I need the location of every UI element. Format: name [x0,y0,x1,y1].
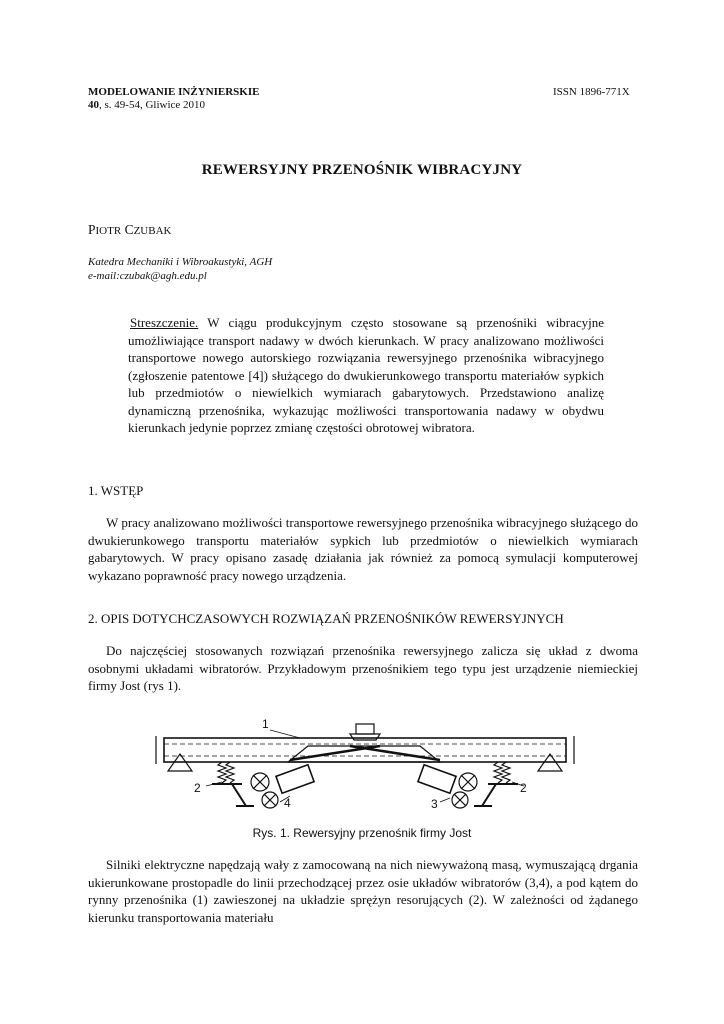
section-2-paragraph-2: Silniki elektryczne napędzają wały z zamocowaną na nich niewyważoną masą, wymuszającą drgania ukierunkowane prostopadle do linii przechodzącej przez osie układów wibratorów (3,4), a pod kątem do rynny przenośnika (1) zawieszonej na układzie sprężyn resorujących (2). W zależności od żądanego kierunku transportowania materiału [88,857,638,925]
author-last-initial: C [124,222,134,237]
abstract [128,314,604,437]
figure-label-2-right: 2 [520,781,527,795]
figure-label-4: 4 [284,796,291,810]
conveyor-figure [150,716,580,816]
section-1-paragraph: W pracy analizowano możliwości transportowe rewersyjnego przenośnika wibracyjnego służącego do dwukierunkowego transportu materiałów sypkich lub przedmiotów o niewielkich wymiarach gabarytowych. W pracy opisano zasadę działania jak również za pomocą symulacji komputerowej wykazano poprawność pracy nowego urządzenia. [88,515,638,583]
author-first-rest: IOTR [95,225,122,237]
paper-title: REWERSYJNY PRZENOŚNIK WIBRACYJNY [201,162,523,178]
figure-label-1: 1 [262,717,269,731]
figure-label-2-left: 2 [194,781,201,795]
figure-label-3: 3 [431,797,438,811]
journal-name: MODELOWANIE INŻYNIERSKIE [88,86,260,98]
volume-info [88,99,205,112]
abstract-text: W ciągu produkcyjnym często stosowane są przenośniki wibracyjne umożliwiające transport nadawy w dwóch kierunkach. W pracy analizowano możliwości transportowe nowego autorskiego rozwiązania rewersyjnego przenośnika wibracyjnego (zgłoszenie patentowe [4]) służącego do dwukierunkowego transportu materiałów sypkich lub przedmiotów o niewielkich wymiarach gabarytowych. Przedstawiono analizę dynamiczną przenośnika, wykazując możliwości transportowania nadawy w obydwu kierunkach jedynie poprzez zmianę częstości obrotowej wibratora. [128,315,604,435]
volume-number: 40 [88,99,99,111]
author-initial: P [88,222,96,237]
figure-caption: Rys. 1. Rewersyjny przenośnik firmy Jost [252,826,472,840]
affiliation-email: e-mail:czubak@agh.edu.pl [88,270,207,282]
affiliation-dept: Katedra Mechaniki i Wibroakustyki, AGH [88,256,273,268]
author-name [88,222,171,238]
volume-pages: , s. 49-54, Gliwice 2010 [99,99,206,111]
section-heading-2: 2. OPIS DOTYCHCZASOWYCH ROZWIĄZAŃ PRZENOŚNIKÓW REWERSYJNYCH [88,611,564,626]
issn: ISSN 1896-771X [553,86,630,98]
affiliation [88,255,272,283]
section-heading-1: 1. WSTĘP [88,483,144,498]
abstract-label: Streszczenie. [130,315,199,330]
author-last-rest: ZUBAK [133,225,172,237]
section-2-paragraph: Do najczęściej stosowanych rozwiązań przenośnika rewersyjnego zalicza się układ z dwoma osobnymi układami wibratorów. Przykładowym przenośnikiem tego typu jest urządzenie niemieckiej firmy Jost (rys 1). [88,643,638,693]
